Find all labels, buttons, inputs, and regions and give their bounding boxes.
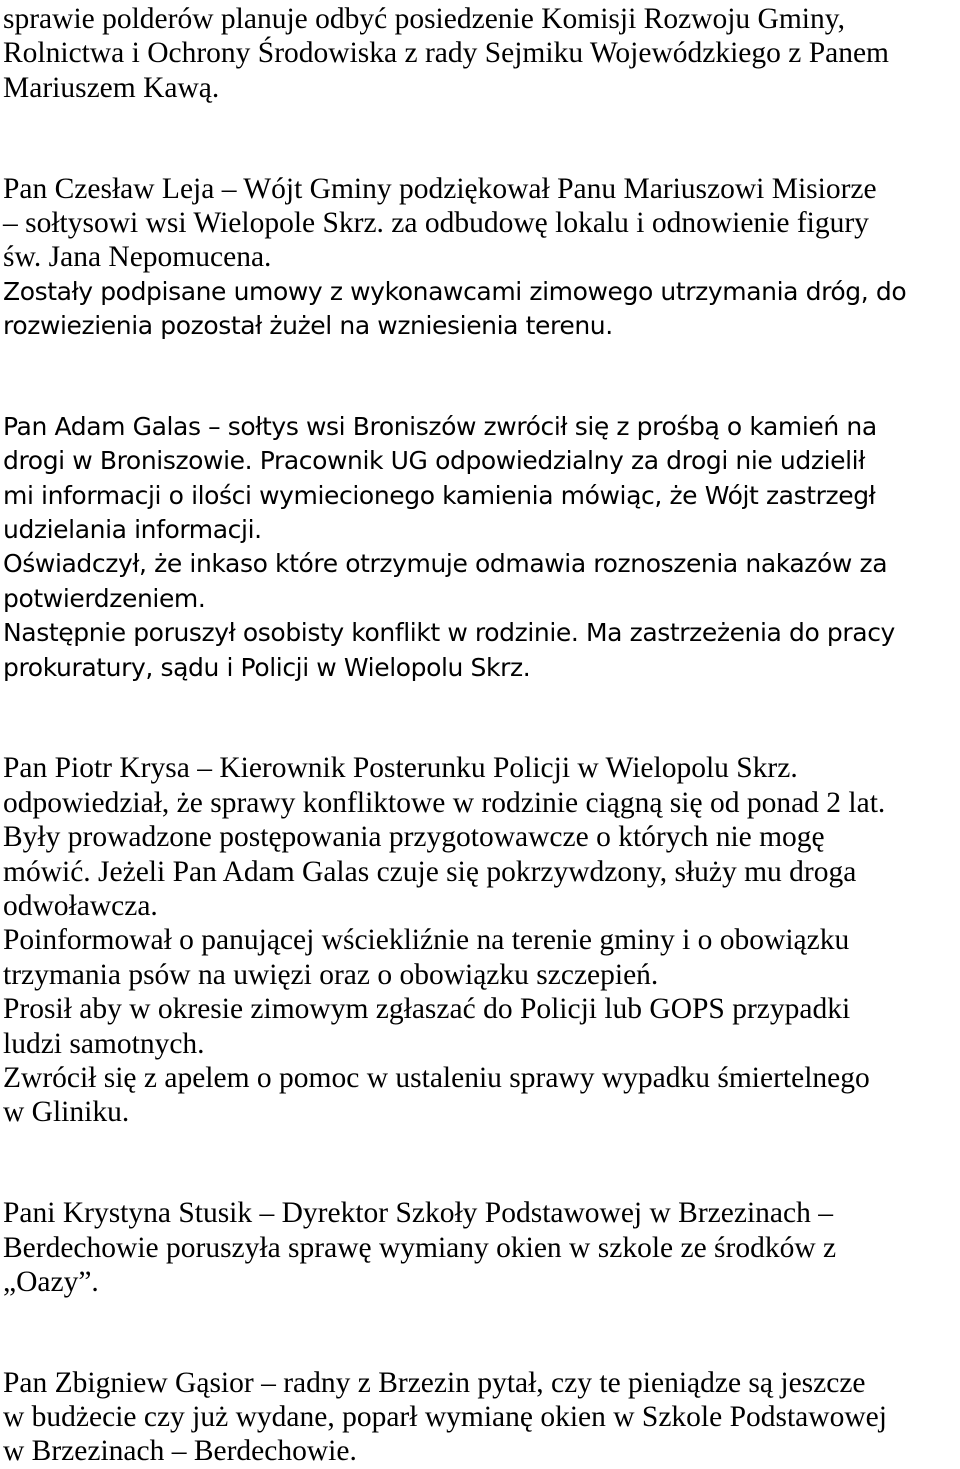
text-line: ludzi samotnych. bbox=[3, 1027, 205, 1060]
text-line: mówić. Jeżeli Pan Adam Galas czuje się pokrzywdzony, służy mu droga bbox=[3, 855, 857, 888]
text-line: Pan Piotr Krysa – Kierownik Posterunku Policji w Wielopolu Skrz. bbox=[3, 752, 798, 785]
text-line: Zostały podpisane umowy z wykonawcami zimowego utrzymania dróg, do bbox=[3, 276, 907, 306]
text-line: Pani Krystyna Stusik – Dyrektor Szkoły Podstawowej w Brzezinach – bbox=[3, 1197, 833, 1230]
text-line: Berdechowie poruszyła sprawę wymiany okien w szkole ze środków z bbox=[3, 1231, 837, 1264]
paragraph-gap bbox=[3, 701, 960, 735]
text-line: trzymania psów na uwięzi oraz o obowiązku szczepień. bbox=[3, 958, 659, 991]
text-line: mi informacji o ilości wymiecionego kamienia mówiąc, że Wójt zastrzegł bbox=[3, 480, 876, 510]
text-line: udzielania informacji. bbox=[3, 515, 262, 545]
text-line: w budżecie czy już wydane, poparł wymianę okien w Szkole Podstawowej bbox=[3, 1401, 887, 1434]
text-line: Pan Czesław Leja – Wójt Gminy podziękował Panu Mariuszowi Misiorze bbox=[3, 172, 877, 205]
text-line: odwoławcza. bbox=[3, 889, 158, 922]
text-line: drogi w Broniszowie. Pracownik UG odpowiedzialny za drogi nie udzielił bbox=[3, 446, 865, 476]
paragraph-gap bbox=[3, 1146, 960, 1180]
text-line: Były prowadzone postępowania przygotowawcze o których nie mogę bbox=[3, 821, 825, 854]
text-line: „Oazy”. bbox=[3, 1265, 99, 1298]
text-line: Prosił aby w okresie zimowym zgłaszać do Policji lub GOPS przypadki bbox=[3, 993, 851, 1026]
text-line: odpowiedział, że sprawy konfliktowe w rodzinie ciągną się od ponad 2 lat. bbox=[3, 786, 886, 819]
text-line: potwierdzeniem. bbox=[3, 583, 206, 613]
text-line: Rolnictwa i Ochrony Środowiska z rady Sejmiku Wojewódzkiego z Panem bbox=[3, 37, 890, 70]
text-line: sprawie polderów planuje odbyć posiedzenie Komisji Rozwoju Gminy, bbox=[3, 3, 845, 35]
text-line: – sołtysowi wsi Wielopole Skrz. za odbudowę lokalu i odnowienie figury bbox=[3, 206, 869, 239]
paragraph-gap bbox=[3, 121, 960, 155]
text-line: w Brzezinach – Berdechowie. bbox=[3, 1435, 357, 1468]
text-line: rozwiezienia pozostał żużel na wzniesienia terenu. bbox=[3, 311, 613, 341]
text-line: w Gliniku. bbox=[3, 1096, 130, 1129]
paragraph-gap bbox=[3, 360, 960, 394]
text-line: Oświadczył, że inkaso które otrzymuje odmawia roznoszenia nakazów za bbox=[3, 549, 888, 579]
text-line: Pan Zbigniew Gąsior – radny z Brzezin pytał, czy te pieniądze są jeszcze bbox=[3, 1366, 866, 1399]
text-line: św. Jana Nepomucena. bbox=[3, 241, 272, 274]
text-line: Pan Adam Galas – sołtys wsi Broniszów zwrócił się z prośbą o kamień na bbox=[3, 411, 877, 441]
document-body bbox=[3, 2, 960, 1469]
text-line: Poinformował o panującej wściekliźnie na terenie gminy i o obowiązku bbox=[3, 924, 850, 957]
paragraph-gap bbox=[3, 1315, 960, 1349]
text-line: Mariuszem Kawą. bbox=[3, 71, 220, 104]
text-line: prokuratury, sądu i Policji w Wielopolu Skrz. bbox=[3, 652, 531, 682]
text-line: Zwrócił się z apelem o pomoc w ustaleniu sprawy wypadku śmiertelnego bbox=[3, 1061, 870, 1094]
text-line: Następnie poruszył osobisty konflikt w rodzinie. Ma zastrzeżenia do pracy bbox=[3, 618, 895, 648]
